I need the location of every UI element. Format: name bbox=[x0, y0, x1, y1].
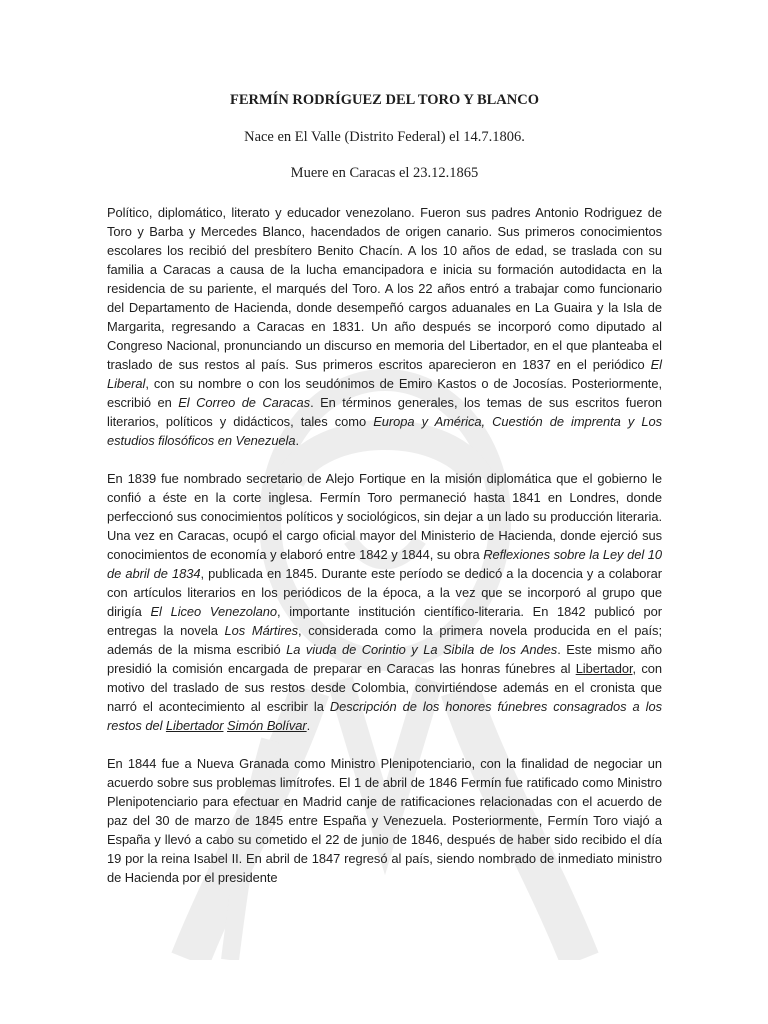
paragraph-diplomatic-career: En 1839 fue nombrado secretario de Alejo Fortique en la misión diplomática que el gobierno le confió a éste en la corte inglesa. Fermín Toro permaneció hasta 1841 en Londres, donde perfeccionó sus conocimientos políticos y sociológicos, sin dejar a un lado su producción literaria. Una vez en Caracas, ocupó el cargo oficial mayor del Ministerio de Hacienda, donde ejerció sus conocimientos de economía y elaboró entre 1842 y 1844, su obra Reflexiones sobre la Ley del 10 de abril de 1834, publicada en 1845. Durante este período se dedicó a la docencia y a colaborar con artículos literarios en los periódicos de la época, a la vez que se incorporó al grupo que dirigía El Liceo Venezolano, importante institución científico-literaria. En 1842 publicó por entregas la novela Los Mártires, considerada como la primera novela producida en el país; además de la misma escribió La viuda de Corintio y La Sibila de los Andes. Este mismo año presidió la comisión encargada de preparar en Caracas las honras fúnebres al Libertador, con motivo del traslado de sus restos desde Colombia, convirtiéndose además en el cronista que narró el acontecimiento al escribir la Descripción de los honores fúnebres consagrados a los restos del Libertador Simón Bolívar. bbox=[107, 471, 662, 733]
birth-line: Nace en El Valle (Distrito Federal) el 14.7.1806. bbox=[244, 129, 525, 145]
libertador-link-italic[interactable]: Libertador bbox=[165, 718, 224, 733]
document-body bbox=[107, 90, 662, 887]
paragraph-biography-intro: Político, diplomático, literato y educador venezolano. Fueron sus padres Antonio Rodriguez de Toro y Barba y Mercedes Blanco, hacendados de origen canario. Sus primeros conocimientos escolares los recibió del presbítero Benito Chacín. A los 10 años de edad, se traslada con su familia a Caracas a causa de la lucha emancipadora e inicia su formación autodidacta en la residencia de su pariente, el marqués del Toro. A los 22 años entró a trabajar como funcionario del Departamento de Hacienda, donde desempeñó cargos aduanales en La Guaira y la Isla de Margarita, regresando a Caracas en 1831. Un año después se incorporó como diputado al Congreso Nacional, pronunciando un discurso en memoria del Libertador, en el que planteaba el traslado de sus restos al país. Sus primeros escritos aparecieron en 1837 en el periódico El Liberal, con su nombre o con los seudónimos de Emiro Kastos o de Jocosías. Posteriormente, escribió en El Correo de Caracas. En términos generales, los temas de sus escritos fueron literarios, políticos y didácticos, tales como Europa y América, Cuestión de imprenta y Los estudios filosóficos en Venezuela. bbox=[107, 205, 662, 448]
libertador-link[interactable]: Libertador bbox=[575, 661, 633, 676]
simon-bolivar-link[interactable]: Simón Bolívar bbox=[227, 718, 307, 733]
document-title: FERMÍN RODRÍGUEZ DEL TORO Y BLANCO bbox=[230, 92, 539, 108]
paragraph-ministerial-career: En 1844 fue a Nueva Granada como Ministro Plenipotenciario, con la finalidad de negociar un acuerdo sobre sus problemas limítrofes. El 1 de abril de 1846 Fermín fue ratificado como Ministro Plenipotenciario para efectuar en Madrid canje de ratificaciones relacionadas con el acuerdo de paz del 30 de marzo de 1845 entre España y Venezuela. Posteriormente, Fermín Toro viajó a España y llevó a cabo su cometido el 22 de junio de 1846, después de haber sido recibido el día 19 por la reina Isabel II. En abril de 1847 regresó al país, siendo nombrado de inmediato ministro de Hacienda por el presidente bbox=[107, 756, 662, 885]
death-line: Muere en Caracas el 23.12.1865 bbox=[290, 165, 479, 181]
